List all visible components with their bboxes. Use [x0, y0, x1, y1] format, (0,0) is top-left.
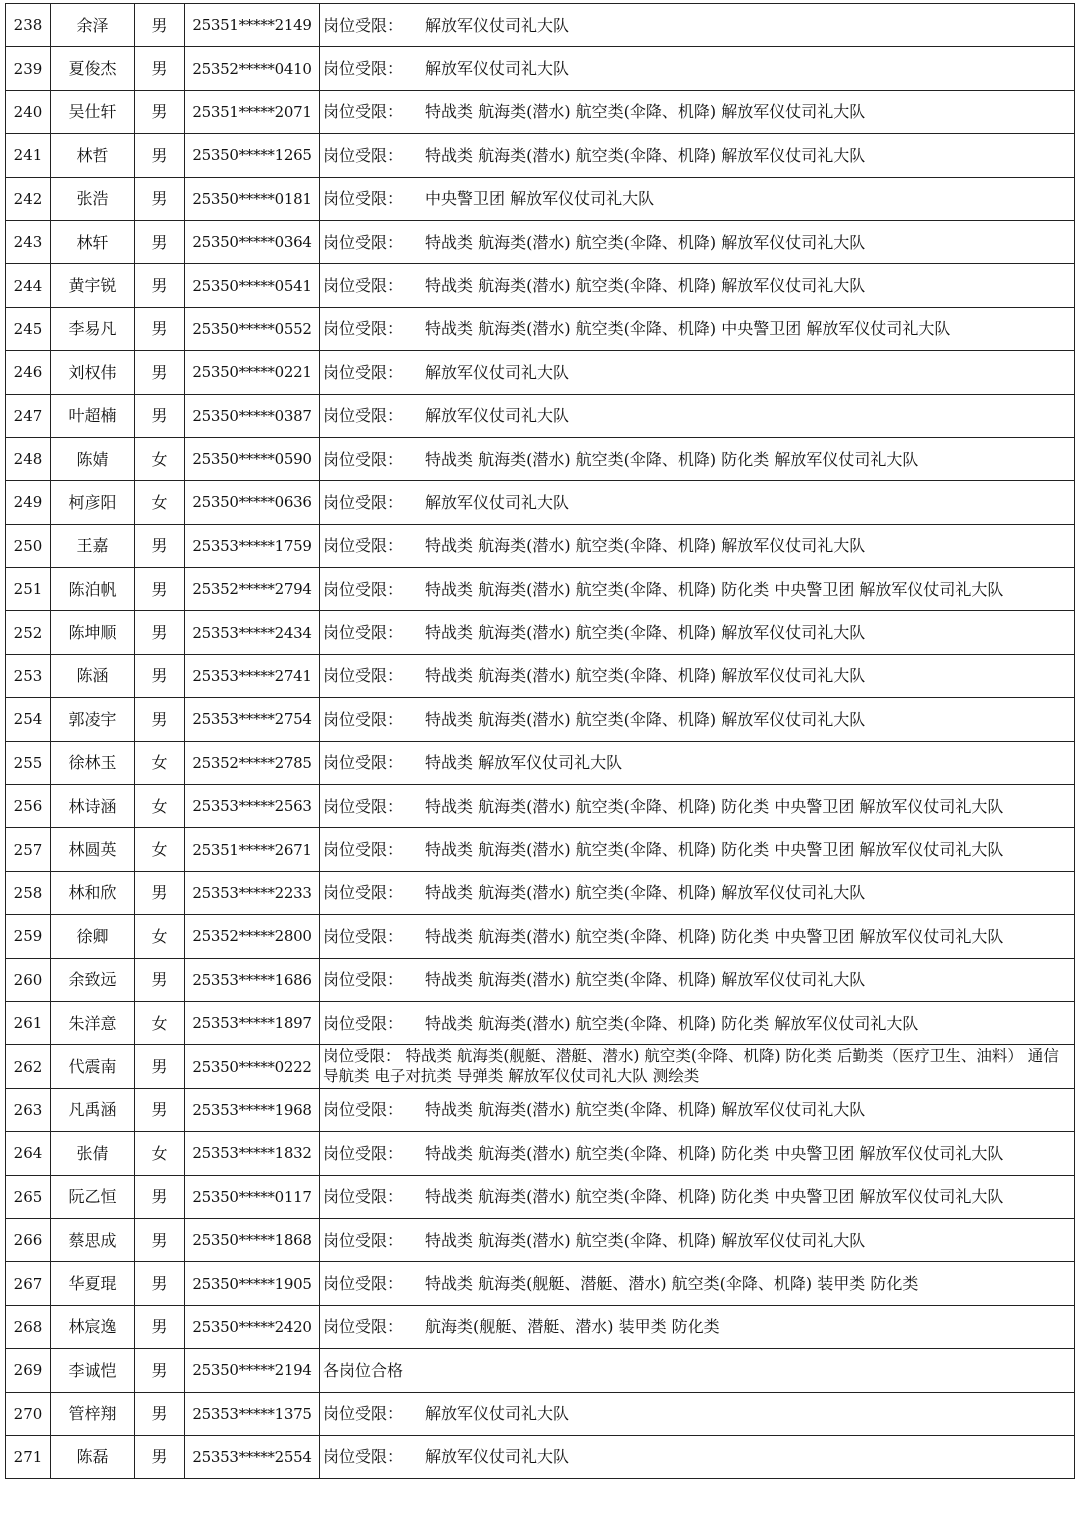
result-cell — [320, 90, 1075, 133]
person-sex: 男 — [135, 568, 185, 611]
result-cell — [320, 524, 1075, 567]
result-cell — [320, 871, 1075, 914]
person-name: 阮乙恒 — [51, 1175, 135, 1218]
table-row — [6, 264, 1075, 307]
table-row — [6, 741, 1075, 784]
masked-id-number: 25352*****0410 — [185, 47, 320, 90]
person-sex: 男 — [135, 611, 185, 654]
masked-id-number: 25353*****2754 — [185, 698, 320, 741]
restricted-posts: 特战类 航海类(潜水) 航空类(伞降、机降) 解放军仪仗司礼大队 — [425, 883, 866, 903]
person-name: 徐卿 — [51, 915, 135, 958]
restriction-label: 岗位受限： — [323, 406, 404, 426]
restricted-posts: 特战类 航海类(潜水) 航空类(伞降、机降) 防化类 中央警卫团 解放军仪仗司礼大队 — [425, 1143, 1004, 1163]
restriction-label: 岗位受限： — [323, 1317, 404, 1337]
masked-id-number: 25350*****0387 — [185, 394, 320, 437]
person-sex: 男 — [135, 1218, 185, 1261]
table-row — [6, 568, 1075, 611]
table-row — [6, 90, 1075, 133]
result-cell — [320, 1175, 1075, 1218]
row-number: 238 — [6, 4, 51, 47]
person-sex: 女 — [135, 915, 185, 958]
table-row — [6, 1088, 1075, 1131]
table-row — [6, 394, 1075, 437]
person-name: 刘权伟 — [51, 351, 135, 394]
person-name: 李易凡 — [51, 307, 135, 350]
restricted-posts: 特战类 航海类(潜水) 航空类(伞降、机降) 防化类 中央警卫团 解放军仪仗司礼大队 — [425, 840, 1004, 860]
person-name: 林诗涵 — [51, 785, 135, 828]
masked-id-number: 25353*****2554 — [185, 1435, 320, 1478]
restriction-label: 岗位受限： — [323, 492, 404, 512]
person-sex: 女 — [135, 437, 185, 480]
table-row — [6, 4, 1075, 47]
restricted-posts: 特战类 航海类(舰艇、潜艇、潜水) 航空类(伞降、机降) 防化类 后勤类（医疗卫生、油料） 通信导航类 电子对抗类 导弹类 解放军仪仗司礼大队 测绘类 — [323, 1047, 1059, 1085]
restriction-label: 岗位受限： — [323, 536, 404, 556]
person-sex: 男 — [135, 654, 185, 697]
row-number: 253 — [6, 654, 51, 697]
masked-id-number: 25350*****0117 — [185, 1175, 320, 1218]
masked-id-number: 25352*****2785 — [185, 741, 320, 784]
person-sex: 男 — [135, 220, 185, 263]
restricted-posts: 解放军仪仗司礼大队 — [425, 58, 570, 78]
person-name: 黄宇锐 — [51, 264, 135, 307]
table-row — [6, 220, 1075, 263]
result-cell — [320, 698, 1075, 741]
table-row — [6, 1218, 1075, 1261]
restriction-label: 岗位受限： — [323, 623, 404, 643]
masked-id-number: 25353*****2563 — [185, 785, 320, 828]
person-sex: 男 — [135, 958, 185, 1001]
row-number: 258 — [6, 871, 51, 914]
row-number: 254 — [6, 698, 51, 741]
result-cell — [320, 1218, 1075, 1261]
restricted-posts: 特战类 航海类(潜水) 航空类(伞降、机降) 解放军仪仗司礼大队 — [425, 1100, 866, 1120]
restriction-label: 岗位受限： — [323, 1143, 404, 1163]
person-sex: 男 — [135, 1305, 185, 1348]
restriction-label: 岗位受限： — [323, 1100, 404, 1120]
masked-id-number: 25351*****2671 — [185, 828, 320, 871]
restricted-posts: 解放军仪仗司礼大队 — [425, 1447, 570, 1467]
row-number: 240 — [6, 90, 51, 133]
table-row — [6, 611, 1075, 654]
row-number: 255 — [6, 741, 51, 784]
restriction-label: 岗位受限： — [323, 319, 404, 339]
person-name: 陈磊 — [51, 1435, 135, 1478]
result-cell — [320, 394, 1075, 437]
masked-id-number: 25350*****0181 — [185, 177, 320, 220]
restricted-posts: 解放军仪仗司礼大队 — [425, 1404, 570, 1424]
masked-id-number: 25352*****2800 — [185, 915, 320, 958]
person-name: 华夏琨 — [51, 1262, 135, 1305]
row-number: 245 — [6, 307, 51, 350]
person-sex: 男 — [135, 524, 185, 567]
restricted-posts: 解放军仪仗司礼大队 — [425, 362, 570, 382]
result-cell — [320, 1088, 1075, 1131]
table-row — [6, 1305, 1075, 1348]
result-cell — [320, 915, 1075, 958]
row-number: 248 — [6, 437, 51, 480]
table-row — [6, 47, 1075, 90]
restricted-posts: 中央警卫团 解放军仪仗司礼大队 — [425, 189, 655, 209]
table-row — [6, 871, 1075, 914]
masked-id-number: 25351*****2071 — [185, 90, 320, 133]
person-sex: 男 — [135, 1045, 185, 1088]
restricted-posts: 航海类(舰艇、潜艇、潜水) 装甲类 防化类 — [425, 1317, 720, 1337]
row-number: 250 — [6, 524, 51, 567]
person-name: 张倩 — [51, 1132, 135, 1175]
restriction-label: 岗位受限： — [323, 926, 404, 946]
person-sex: 男 — [135, 4, 185, 47]
table-row — [6, 1262, 1075, 1305]
row-number: 260 — [6, 958, 51, 1001]
masked-id-number: 25353*****1759 — [185, 524, 320, 567]
restriction-label: 岗位受限： — [323, 1047, 401, 1066]
masked-id-number: 25353*****1832 — [185, 1132, 320, 1175]
person-name: 叶超楠 — [51, 394, 135, 437]
table-row — [6, 958, 1075, 1001]
restricted-posts: 特战类 航海类(潜水) 航空类(伞降、机降) 解放军仪仗司礼大队 — [425, 1230, 866, 1250]
person-name: 林哲 — [51, 134, 135, 177]
result-cell — [320, 307, 1075, 350]
result-cell — [320, 177, 1075, 220]
table-row — [6, 177, 1075, 220]
result-cell — [320, 828, 1075, 871]
person-sex: 女 — [135, 481, 185, 524]
masked-id-number: 25350*****1265 — [185, 134, 320, 177]
row-number: 266 — [6, 1218, 51, 1261]
person-name: 张浩 — [51, 177, 135, 220]
table-row — [6, 437, 1075, 480]
restriction-label: 岗位受限： — [323, 275, 404, 295]
row-number: 267 — [6, 1262, 51, 1305]
masked-id-number: 25350*****0221 — [185, 351, 320, 394]
result-cell — [320, 351, 1075, 394]
person-sex: 女 — [135, 828, 185, 871]
row-number: 239 — [6, 47, 51, 90]
person-name: 蔡思成 — [51, 1218, 135, 1261]
masked-id-number: 25350*****0590 — [185, 437, 320, 480]
row-number: 252 — [6, 611, 51, 654]
restriction-label: 岗位受限： — [323, 1447, 404, 1467]
result-cell — [320, 568, 1075, 611]
restricted-posts: 特战类 航海类(潜水) 航空类(伞降、机降) 防化类 中央警卫团 解放军仪仗司礼大队 — [425, 1187, 1004, 1207]
table-row — [6, 1392, 1075, 1435]
masked-id-number: 25350*****0541 — [185, 264, 320, 307]
result-cell — [320, 1349, 1075, 1392]
result-cell — [320, 1262, 1075, 1305]
restricted-posts: 特战类 航海类(潜水) 航空类(伞降、机降) 中央警卫团 解放军仪仗司礼大队 — [425, 319, 951, 339]
restriction-label: 岗位受限： — [323, 145, 404, 165]
restriction-label: 岗位受限： — [323, 753, 404, 773]
row-number: 264 — [6, 1132, 51, 1175]
table-row — [6, 1045, 1075, 1088]
result-cell — [320, 1305, 1075, 1348]
person-sex: 男 — [135, 1435, 185, 1478]
person-sex: 男 — [135, 177, 185, 220]
table-row — [6, 1132, 1075, 1175]
masked-id-number: 25350*****1905 — [185, 1262, 320, 1305]
result-cell — [320, 785, 1075, 828]
result-cell — [320, 741, 1075, 784]
result-cell — [320, 47, 1075, 90]
result-cell — [320, 1435, 1075, 1478]
masked-id-number: 25350*****2420 — [185, 1305, 320, 1348]
restriction-label: 岗位受限： — [323, 1187, 404, 1207]
result-cell — [320, 1001, 1075, 1044]
masked-id-number: 25353*****2741 — [185, 654, 320, 697]
row-number: 249 — [6, 481, 51, 524]
row-number: 271 — [6, 1435, 51, 1478]
person-sex: 男 — [135, 394, 185, 437]
restricted-posts: 特战类 航海类(潜水) 航空类(伞降、机降) 解放军仪仗司礼大队 — [425, 536, 866, 556]
masked-id-number: 25350*****0636 — [185, 481, 320, 524]
person-name: 林宸逸 — [51, 1305, 135, 1348]
table-row — [6, 1001, 1075, 1044]
restricted-posts: 特战类 航海类(潜水) 航空类(伞降、机降) 解放军仪仗司礼大队 — [425, 666, 866, 686]
table-row — [6, 307, 1075, 350]
restriction-label: 岗位受限： — [323, 579, 404, 599]
restriction-label: 岗位受限： — [323, 449, 404, 469]
result-cell — [320, 654, 1075, 697]
table-row — [6, 481, 1075, 524]
row-number: 270 — [6, 1392, 51, 1435]
row-number: 242 — [6, 177, 51, 220]
person-name: 凡禹涵 — [51, 1088, 135, 1131]
table-row — [6, 1435, 1075, 1478]
person-name: 吴仕轩 — [51, 90, 135, 133]
person-sex: 男 — [135, 1392, 185, 1435]
person-sex: 男 — [135, 698, 185, 741]
restriction-label: 岗位受限： — [323, 58, 404, 78]
person-name: 林圆英 — [51, 828, 135, 871]
person-sex: 男 — [135, 1262, 185, 1305]
masked-id-number: 25353*****1686 — [185, 958, 320, 1001]
person-sex: 女 — [135, 785, 185, 828]
table-row — [6, 1349, 1075, 1392]
masked-id-number: 25350*****0222 — [185, 1045, 320, 1088]
person-sex: 女 — [135, 1001, 185, 1044]
restricted-posts: 特战类 航海类(潜水) 航空类(伞降、机降) 解放军仪仗司礼大队 — [425, 232, 866, 252]
restriction-label: 岗位受限： — [323, 362, 404, 382]
restricted-posts: 特战类 航海类(潜水) 航空类(伞降、机降) 防化类 解放军仪仗司礼大队 — [425, 449, 919, 469]
restriction-label: 岗位受限： — [323, 15, 404, 35]
person-name: 李诚恺 — [51, 1349, 135, 1392]
person-name: 陈坤顺 — [51, 611, 135, 654]
result-cell — [320, 1392, 1075, 1435]
person-name: 余致远 — [51, 958, 135, 1001]
person-name: 夏俊杰 — [51, 47, 135, 90]
masked-id-number: 25353*****2434 — [185, 611, 320, 654]
restriction-label: 岗位受限： — [323, 1273, 404, 1293]
row-number: 268 — [6, 1305, 51, 1348]
person-sex: 男 — [135, 871, 185, 914]
person-sex: 男 — [135, 134, 185, 177]
table-row — [6, 915, 1075, 958]
row-number: 246 — [6, 351, 51, 394]
masked-id-number: 25350*****0364 — [185, 220, 320, 263]
person-sex: 男 — [135, 90, 185, 133]
restricted-posts: 解放军仪仗司礼大队 — [425, 15, 570, 35]
person-sex: 女 — [135, 1132, 185, 1175]
result-cell — [320, 437, 1075, 480]
restriction-label: 岗位受限： — [323, 232, 404, 252]
row-number: 241 — [6, 134, 51, 177]
restricted-posts: 解放军仪仗司礼大队 — [425, 406, 570, 426]
row-number: 247 — [6, 394, 51, 437]
restricted-posts: 特战类 航海类(潜水) 航空类(伞降、机降) 防化类 中央警卫团 解放军仪仗司礼大队 — [425, 926, 1004, 946]
row-number: 257 — [6, 828, 51, 871]
result-cell — [320, 4, 1075, 47]
row-number: 243 — [6, 220, 51, 263]
table-row — [6, 698, 1075, 741]
masked-id-number: 25353*****1968 — [185, 1088, 320, 1131]
restriction-label: 岗位受限： — [323, 102, 404, 122]
restriction-label: 岗位受限： — [323, 1404, 404, 1424]
result-text: 各岗位合格 — [323, 1360, 404, 1380]
masked-id-number: 25350*****0552 — [185, 307, 320, 350]
table-row — [6, 785, 1075, 828]
row-number: 244 — [6, 264, 51, 307]
masked-id-number: 25350*****1868 — [185, 1218, 320, 1261]
person-name: 陈婧 — [51, 437, 135, 480]
person-name: 林轩 — [51, 220, 135, 263]
result-cell — [320, 1045, 1075, 1088]
person-sex: 女 — [135, 741, 185, 784]
row-number: 251 — [6, 568, 51, 611]
table-row — [6, 828, 1075, 871]
table-row — [6, 134, 1075, 177]
restricted-posts: 特战类 航海类(潜水) 航空类(伞降、机降) 解放军仪仗司礼大队 — [425, 275, 866, 295]
restriction-label: 岗位受限： — [323, 1230, 404, 1250]
masked-id-number: 25353*****2233 — [185, 871, 320, 914]
restriction-label: 岗位受限： — [323, 970, 404, 990]
person-sex: 男 — [135, 47, 185, 90]
result-cell — [320, 220, 1075, 263]
restriction-label: 岗位受限： — [323, 796, 404, 816]
row-number: 256 — [6, 785, 51, 828]
restricted-posts: 特战类 航海类(舰艇、潜艇、潜水) 航空类(伞降、机降) 装甲类 防化类 — [425, 1273, 919, 1293]
masked-id-number: 25352*****2794 — [185, 568, 320, 611]
person-sex: 男 — [135, 1088, 185, 1131]
person-sex: 男 — [135, 351, 185, 394]
person-name: 郭凌宇 — [51, 698, 135, 741]
person-name: 柯彦阳 — [51, 481, 135, 524]
person-sex: 男 — [135, 1175, 185, 1218]
person-sex: 男 — [135, 264, 185, 307]
table-row — [6, 524, 1075, 567]
masked-id-number: 25350*****2194 — [185, 1349, 320, 1392]
row-number: 265 — [6, 1175, 51, 1218]
table-row — [6, 351, 1075, 394]
person-name: 林和欣 — [51, 871, 135, 914]
restricted-posts: 特战类 航海类(潜水) 航空类(伞降、机降) 防化类 中央警卫团 解放军仪仗司礼大队 — [425, 579, 1004, 599]
row-number: 262 — [6, 1045, 51, 1088]
restricted-posts: 特战类 航海类(潜水) 航空类(伞降、机降) 防化类 中央警卫团 解放军仪仗司礼大队 — [425, 796, 1004, 816]
person-name: 王嘉 — [51, 524, 135, 567]
row-number: 261 — [6, 1001, 51, 1044]
person-name: 管梓翔 — [51, 1392, 135, 1435]
restriction-label: 岗位受限： — [323, 189, 404, 209]
result-cell — [320, 264, 1075, 307]
restricted-posts: 特战类 解放军仪仗司礼大队 — [425, 753, 623, 773]
restriction-label: 岗位受限： — [323, 709, 404, 729]
restricted-posts: 特战类 航海类(潜水) 航空类(伞降、机降) 解放军仪仗司礼大队 — [425, 709, 866, 729]
result-cell — [320, 481, 1075, 524]
result-cell — [320, 611, 1075, 654]
person-name: 徐林玉 — [51, 741, 135, 784]
masked-id-number: 25353*****1897 — [185, 1001, 320, 1044]
restricted-posts: 特战类 航海类(潜水) 航空类(伞降、机降) 解放军仪仗司礼大队 — [425, 623, 866, 643]
result-cell — [320, 958, 1075, 1001]
result-cell — [320, 134, 1075, 177]
row-number: 259 — [6, 915, 51, 958]
person-name: 陈泊帆 — [51, 568, 135, 611]
person-name: 代震南 — [51, 1045, 135, 1088]
restriction-label: 岗位受限： — [323, 1013, 404, 1033]
masked-id-number: 25351*****2149 — [185, 4, 320, 47]
person-name: 朱洋意 — [51, 1001, 135, 1044]
result-cell — [320, 1132, 1075, 1175]
masked-id-number: 25353*****1375 — [185, 1392, 320, 1435]
row-number: 263 — [6, 1088, 51, 1131]
person-sex: 男 — [135, 307, 185, 350]
person-sex: 男 — [135, 1349, 185, 1392]
row-number: 269 — [6, 1349, 51, 1392]
person-name: 陈涵 — [51, 654, 135, 697]
restricted-posts: 解放军仪仗司礼大队 — [425, 492, 570, 512]
person-name: 余泽 — [51, 4, 135, 47]
table-row — [6, 654, 1075, 697]
restriction-label: 岗位受限： — [323, 883, 404, 903]
restricted-posts: 特战类 航海类(潜水) 航空类(伞降、机降) 解放军仪仗司礼大队 — [425, 102, 866, 122]
table-row — [6, 1175, 1075, 1218]
restriction-label: 岗位受限： — [323, 666, 404, 686]
restricted-posts: 特战类 航海类(潜水) 航空类(伞降、机降) 防化类 解放军仪仗司礼大队 — [425, 1013, 919, 1033]
restricted-posts: 特战类 航海类(潜水) 航空类(伞降、机降) 解放军仪仗司礼大队 — [425, 970, 866, 990]
results-table — [5, 3, 1075, 1479]
table-body — [6, 4, 1075, 1479]
restriction-label: 岗位受限： — [323, 840, 404, 860]
restricted-posts: 特战类 航海类(潜水) 航空类(伞降、机降) 解放军仪仗司礼大队 — [425, 145, 866, 165]
